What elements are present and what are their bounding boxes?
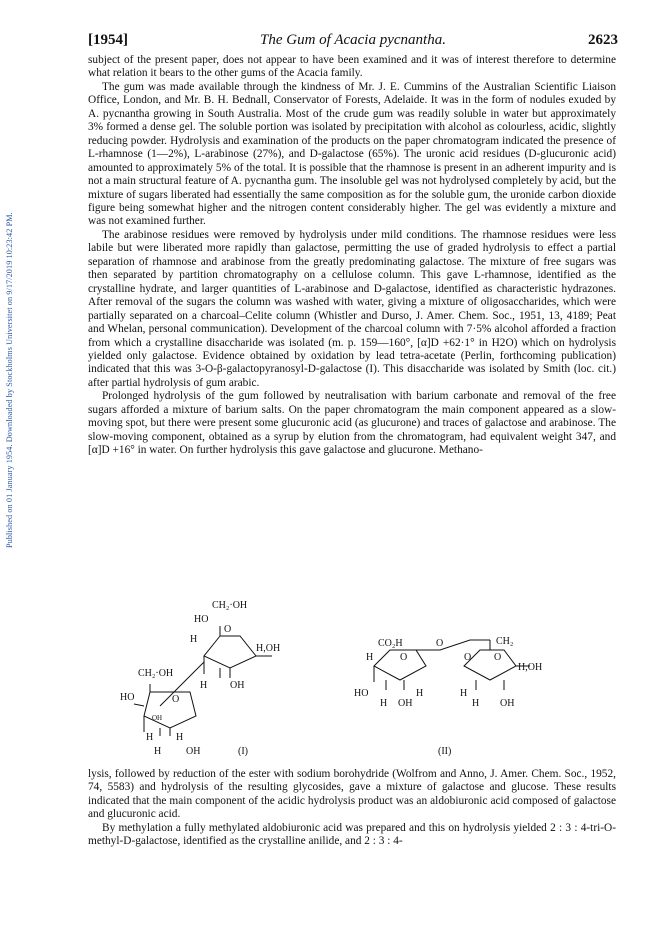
body-text-bottom xyxy=(88,768,616,849)
header-title-text: The Gum of Acacia pycnantha. xyxy=(260,32,446,48)
atom-h-oh: H,OH xyxy=(518,662,543,673)
structure-label-1: (I) xyxy=(238,746,248,757)
atom-oh: OH xyxy=(500,698,515,709)
atom-h: H xyxy=(472,698,480,709)
atom-h: H xyxy=(154,746,162,757)
atom-h: H xyxy=(176,732,184,743)
body-text-top xyxy=(88,54,616,458)
atom-h: H xyxy=(416,688,424,699)
paragraph: The arabinose residues were removed by hydrolysis under mild conditions. The rhamnose residues were less labile but were liberated more rapidly than galactose, permitting the use of graded hydrolysis to effect a partial separation of rhamnose and arabinose from the greatly predominating galactose. The mixture of free sugars was then separated by partition chromatography on a cellulose column. This gave L-rhamnose, identified as the crystalline hydrate, and larger quantities of L-arabinose and D-galactose, identified as characteristic hydrazones. After removal of the sugars the column was washed with water, giving a mixture of oligosaccharides, which were partially separated on a charcoal–Celite column (Whistler and Durso, J. Amer. Chem. Soc., 1951, 13, 4189; Peat and Whelan, personal communication). Development of the charcoal column with 7·5% alcohol afforded a fraction from which a crystalline disaccharide was isolated (m. p. 159—160°, [α]D +62·1° in H2O) which on hydrolysis yielded only galactose. Evidence obtained by oxidation by lead tetra-acetate (Perlin, forthcoming publication) indicated that this was 3-O-β-galactopyranosyl-D-galactose (I). This disaccharide was isolated by Smith (loc. cit.) after partial hydrolysis of gum arabic. xyxy=(88,228,616,389)
atom-o: O xyxy=(172,694,180,705)
atom-o: O xyxy=(400,652,408,663)
running-header xyxy=(88,32,618,52)
page-number: 2623 xyxy=(588,32,618,48)
atom-ch2: CH₂ xyxy=(496,636,514,647)
structure-drawing xyxy=(120,596,580,766)
atom-ho: HO xyxy=(120,692,135,703)
atom-oh: OH xyxy=(152,714,163,722)
header-year: [1954] xyxy=(88,32,128,48)
atom-h: H xyxy=(460,688,468,699)
paragraph: subject of the present paper, does not appear to have been examined and it was of interest therefore to determine what relation it bears to the other gums of the Acacia family. xyxy=(88,54,616,80)
atom-h: H xyxy=(146,732,154,743)
atom-h: H xyxy=(200,680,208,691)
atom-ho: HO xyxy=(194,614,209,625)
paragraph: lysis, followed by reduction of the ester with sodium borohydride (Wolfrom and Anno, J. Amer. Chem. Soc., 1952, 74, 5583) and hydrolysis of the resulting glycosides, gave a mixture of galactose and glucose. These results indicated that the main component of the acidic hydrolysis product was an aldobiuronic acid composed of galactose and glucuronic acid. xyxy=(88,768,616,821)
atom-o: O xyxy=(224,624,232,635)
atom-h-oh: H,OH xyxy=(256,643,281,654)
chemical-structures xyxy=(120,596,580,766)
atom-o: O xyxy=(436,638,444,649)
atom-oh: OH xyxy=(230,680,245,691)
header-title xyxy=(88,32,618,49)
atom-h: H xyxy=(190,634,198,645)
atom-oh: OH xyxy=(398,698,413,709)
atom-o: O xyxy=(464,652,472,663)
atom-co2h: CO₂H xyxy=(378,638,403,649)
paragraph: The gum was made available through the kindness of Mr. J. E. Cummins of the Australian Scientific Liaison Office, London, and Mr. B. H. Bednall, Conservator of Forests, Adelaide. It was in the form of nodules exuded by A. pycnantha growing in South Australia. Most of the crude gum was readily soluble in water but approximately 3% formed a dense gel. The soluble portion was isolated by precipitation with alcohol as colourless, acidic, slightly reducing powder. Hydrolysis and examination of the products on the paper chromatogram indicated the presence of L-rhamnose (1—2%), L-arabinose (27%), and D-galactose (65%). The uronic acid residues (D-glucuronic acid) amounted to approximately 5% of the total. It is possible that the rhamnose is present in an adherent impurity and is not a main structural feature of A. pycnantha gum. The insoluble gel was not hydrolysed completely by acid, but the mixture of sugars liberated had essentially the same composition as for the soluble gum, the uronide carbon dioxide figure being somewhat higher and the nitrogen content considerably higher. The gel was evidently a mixture and was not examined further. xyxy=(88,80,616,228)
atom-h: H xyxy=(366,652,374,663)
atom-ch2oh: CH₂·OH xyxy=(212,600,248,611)
download-watermark: Published on 01 January 1954. Downloaded by Stockholms Universitet on 9/17/2019 10:23:42 PM. xyxy=(5,212,14,548)
atom-o: O xyxy=(494,652,502,663)
atom-ho: HO xyxy=(354,688,369,699)
atom-ch2oh: CH₂·OH xyxy=(138,668,174,679)
paragraph: By methylation a fully methylated aldobiuronic acid was prepared and this on hydrolysis yielded 2 : 3 : 4-tri-O-methyl-D-galactose, identified as the crystalline anilide, and 2 : 3 : 4- xyxy=(88,821,616,848)
paragraph: Prolonged hydrolysis of the gum followed by neutralisation with barium carbonate and removal of the free sugars afforded a mixture of barium salts. On the paper chromatogram the main component appeared as a slow-moving spot, but there were present some glucuronic acid (as glucurone) and traces of galactose and arabinose. The slow-moving component, obtained as a syrup by elution from the chromatogram, had equivalent weight 347, and [α]D +16° in water. On further hydrolysis this gave galactose and glucurone. Methano- xyxy=(88,390,616,457)
atom-oh: OH xyxy=(186,746,201,757)
structure-label-2: (II) xyxy=(438,746,452,757)
atom-h: H xyxy=(380,698,388,709)
